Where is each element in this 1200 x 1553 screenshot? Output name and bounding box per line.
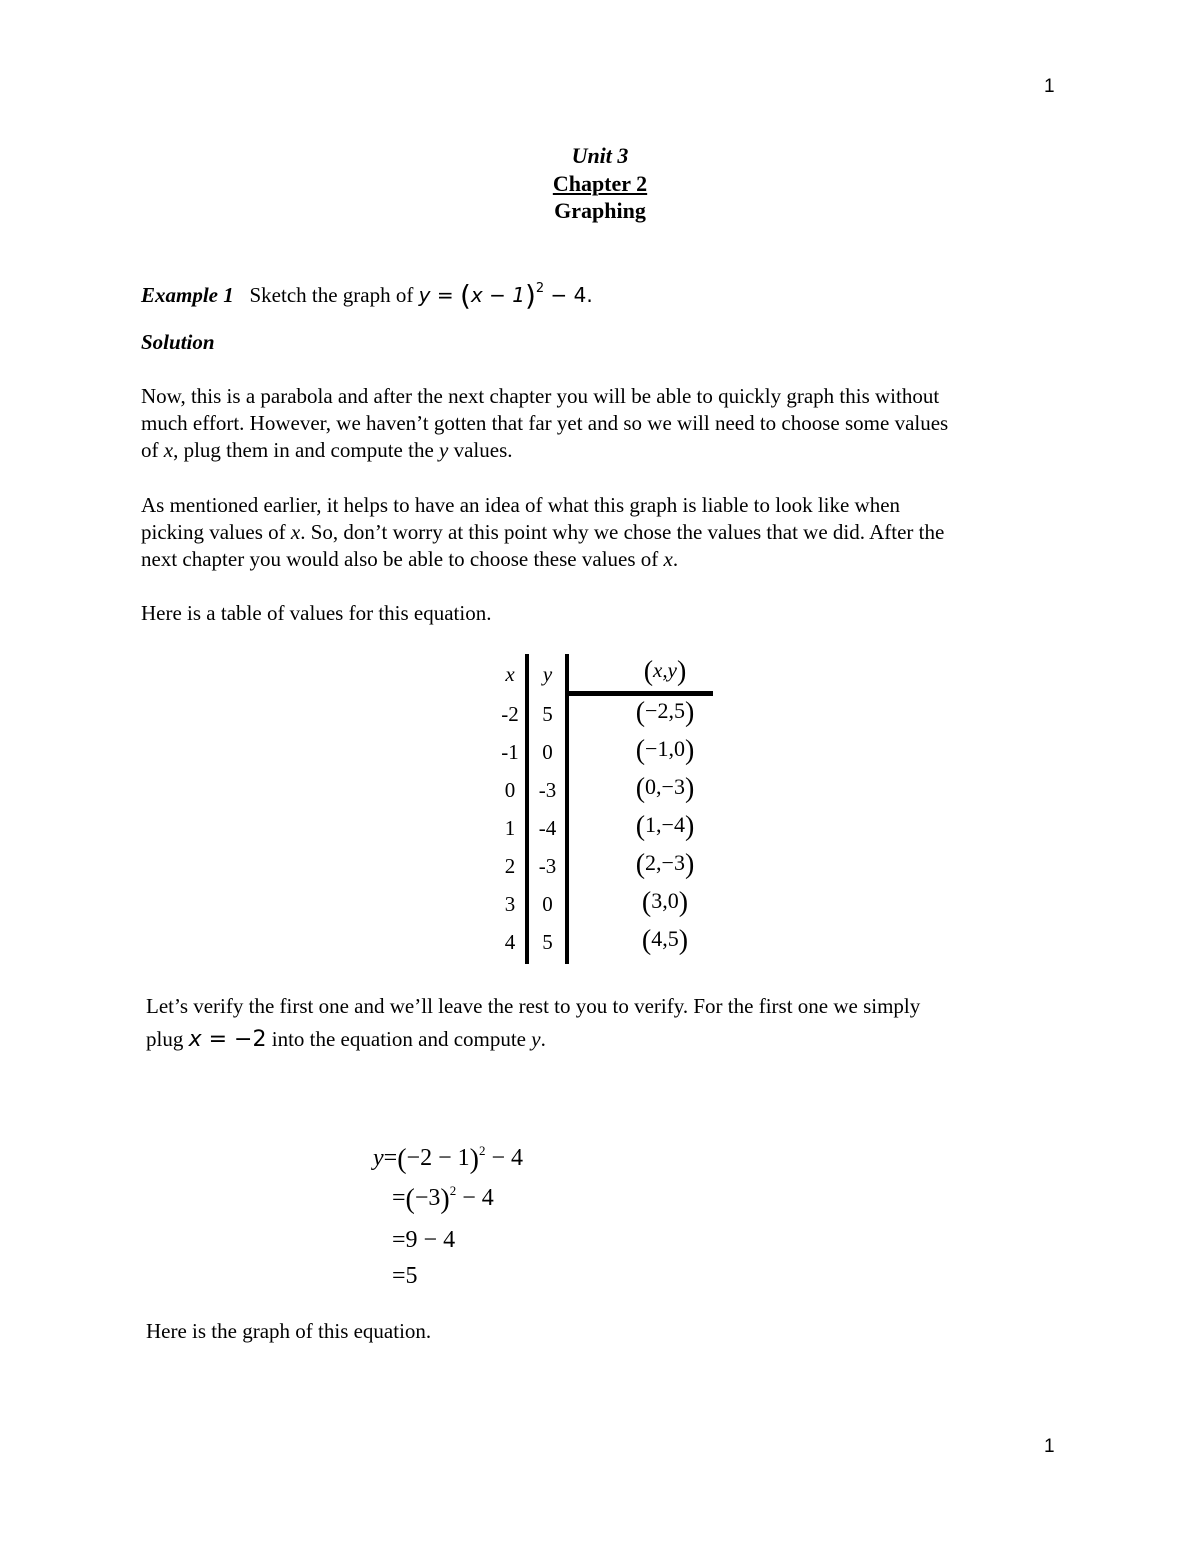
table-header-y: y <box>542 662 553 686</box>
derivation-line-3: =9 − 4 <box>392 1227 456 1253</box>
derivation-line-2: $=(-3)^2 - 4$ <box>392 1183 494 1215</box>
table-header-pair: (x,y) <box>643 656 687 687</box>
paragraph-graph-intro: Here is the graph of this equation. <box>146 1319 432 1343</box>
paragraph-verify: Let’s verify the first one and we’ll leave the rest to you to verify. For the first one we simply plug x = −2 into the equation and compute y. <box>146 994 921 1052</box>
table-cell-pair: (1,−4) <box>635 811 695 842</box>
table-divider-x <box>525 654 529 964</box>
unit-heading: Unit 3 <box>571 143 629 168</box>
table-cell-y: -4 <box>538 816 557 840</box>
table-cell-pair: (2,−3) <box>635 849 695 880</box>
table-cell-y: 5 <box>542 702 553 726</box>
page-number-bottom: 1 <box>1044 1436 1055 1457</box>
table-cell-y: -3 <box>538 778 557 802</box>
table-cell-x: 3 <box>504 892 516 916</box>
paragraph-intro: Now, this is a parabola and after the next chapter you will be able to quickly graph this without much effort. However, we haven’t gotten that far yet and so we will need to choose some values of x, plug them in and compute the y values. <box>141 384 949 462</box>
example-equation: $y = (x - 1)^2 - 4$. <box>418 279 593 312</box>
table-header-rule <box>565 691 713 696</box>
page-number-top: 1 <box>1044 76 1055 97</box>
table-cell-x: 0 <box>504 778 516 802</box>
example-prompt <box>141 274 1071 310</box>
table-cell-pair: (−2,5) <box>635 697 695 728</box>
table-cell-y: 0 <box>542 740 553 764</box>
table-cell-y: -3 <box>538 854 557 878</box>
table-divider-y <box>565 654 569 964</box>
table-cell-x: 1 <box>504 816 516 840</box>
chapter-heading: Chapter 2 <box>552 171 648 196</box>
table-cell-x: -1 <box>501 740 519 764</box>
table-cell-pair: (0,−3) <box>635 773 695 804</box>
solution-label: Solution <box>141 330 215 354</box>
table-cell-pair: (3,0) <box>641 887 689 918</box>
table-header-x: x <box>505 662 515 686</box>
paragraph-values: As mentioned earlier, it helps to have an idea of what this graph is liable to look like when picking values of x. So, don’t worry at this point why we chose the values that we did. After the next chapter you would also be able to choose these values of x. <box>141 493 945 571</box>
values-table <box>480 650 720 965</box>
table-cell-x: -2 <box>501 702 519 726</box>
table-cell-pair: (4,5) <box>641 925 689 956</box>
paragraph-table-intro: Here is a table of values for this equation. <box>141 601 492 625</box>
table-cell-pair: (−1,0) <box>635 735 695 766</box>
table-cell-x: 4 <box>504 930 516 954</box>
example-label: Example 1 <box>141 283 234 307</box>
derivation-line-1: $y=(-2 - 1)^2 - 4$ <box>373 1143 523 1175</box>
derivation-line-4: =5 <box>392 1263 418 1289</box>
example-text: Sketch the graph of <box>249 283 414 307</box>
topic-heading: Graphing <box>554 198 646 223</box>
table-cell-y: 5 <box>542 930 553 954</box>
table-cell-y: 0 <box>542 892 553 916</box>
table-cell-x: 2 <box>504 854 516 878</box>
